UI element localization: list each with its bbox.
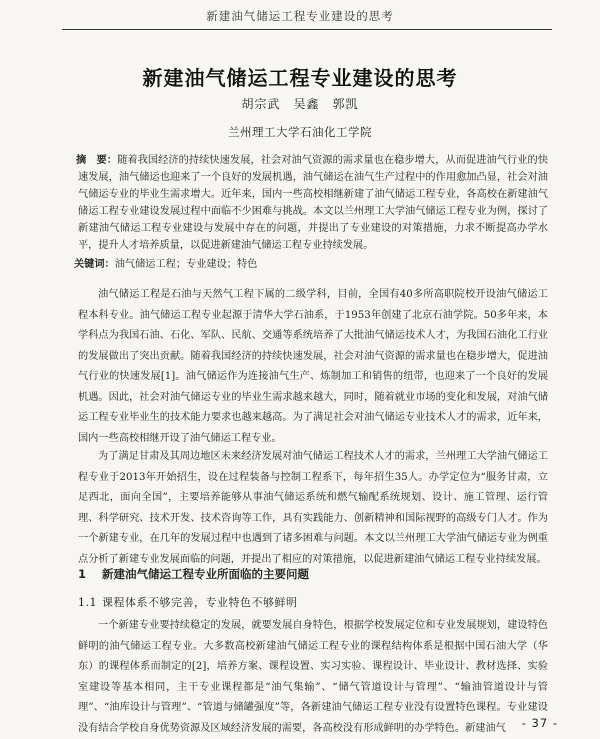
subsection-title: 课程体系不够完善，专业特色不够鲜明 [102, 596, 298, 609]
body-paragraph-3: 一个新建专业要持续稳定的发展，就要发展自身特色，根据学校发展定位和专业发展规划，建设特色鲜明的油气储运工程专业。大多数高校新建油气储运工程专业的课程结构体系是根据中国石油大学（华东）的课程体系而制定的[2]，培养方案、课程设置、实习实验、课程设计、毕业设计、教材选择、实验室建设等基本相同，主干专业课程都是“油气集输”、“储气管道设计与管理”、“输油管道设计与管理”、“油库设计与管理”、“管道与储罐强度”等，各新建油气储运工程专业没有设置特色课程。专业建设没有结合学校自身优势资源及区域经济发展的需要，各高校没有形成鲜明的办学特色。新建油气 [78, 620, 548, 734]
body-paragraph-1: 油气储运工程是石油与天然气工程下属的二级学科，目前，全国有40多所高职院校开设油气储运工程本科专业。油气储运工程专业起源于清华大学石油系，于1953年创建了北京石油学院。50多年来，本学科点为我国石油、石化、军队、民航、交通等系统培养了大批油气储运技术人才，为我国石油化工行业的发展做出了突出贡献。随着我国经济的持续快速发展，社会对油气资源的需求量也在稳步增大，促进油气行业的快速发展[1]。油气储运作为连接油气生产、炼制加工和销售的纽带，也迎来了一个良好的发展机遇。因此，社会对油气储运专业的毕业生需求越来越大，同时，随着就业市场的变化和发展，对油气储运工程专业毕业生的技术能力要求也越来越高。为了满足社会对油气储运专业技术人才的需求，近年来，国内一些高校相继开设了油气储运工程专业。 [78, 289, 548, 444]
subsection-heading-1-1 [78, 594, 298, 610]
page-number: - 37 - [521, 716, 558, 730]
keywords-label: 关键词： [74, 259, 115, 270]
article-title: 新建油气储运工程专业建设的思考 [142, 66, 458, 90]
header-rule [62, 29, 552, 30]
section-number: 1 [78, 567, 87, 581]
authors: 胡宗武 吴鑫 郭凯 [241, 97, 359, 111]
abstract-text: 随着我国经济的持续快速发展，社会对油气资源的需求量也在稳步增大，从而促进油气行业的快速发展，油气储运也迎来了一个良好的发展机遇，油气储运在油气生产过程中的作用愈加凸显，社会对油气储运专业的毕业生需求增大。近年来，国内一些高校相继新建了油气储运工程专业，各高校在新建油气储运工程专业建设发展过程中面临不少困难与挑战。本文以兰州理工大学油气储运工程专业为例，探讨了新建油气储运工程专业建设与发展中存在的问题，并提出了专业建设的对策措施，力求不断提高办学水平，提升人才培养质量，以促进新建油气储运工程专业持续发展。 [78, 155, 549, 251]
section-title: 新建油气储运工程专业所面临的主要问题 [102, 567, 309, 581]
keywords-text: 油气储运工程；专业建设；特色 [114, 259, 258, 270]
subsection-number: 1.1 [78, 596, 97, 609]
abstract-label: 摘 要： [76, 155, 118, 166]
abstract [78, 152, 548, 254]
keywords [74, 255, 548, 270]
body-paragraph-2: 为了满足甘肃及其周边地区未来经济发展对油气储运工程技术人才的需求，兰州理工大学油气储运工程专业于2013年开始招生，设在过程装备与控制工程系下，每年招生35人。办学定位为“服务甘肃，立足西北，面向全国”，主要培养能够从事油气储运系统和燃气输配系统规划、设计、施工管理、运行管理、科学研究、技术开发、技术咨询等工作，具有实践能力、创新精神和国际视野的高级专门人才。作为一个新建专业，在几年的发展过程中也遇到了诸多困难与问题。本文以兰州理工大学油气储运专业为例重点分析了新建专业发展面临的问题，并提出了相应的对策措施，以促进新建油气储运工程专业持续发展。 [78, 451, 548, 565]
section-heading-1 [78, 566, 309, 582]
affiliation: 兰州理工大学石油化工学院 [228, 125, 372, 139]
running-head: 新建油气储运工程专业建设的思考 [206, 9, 394, 23]
